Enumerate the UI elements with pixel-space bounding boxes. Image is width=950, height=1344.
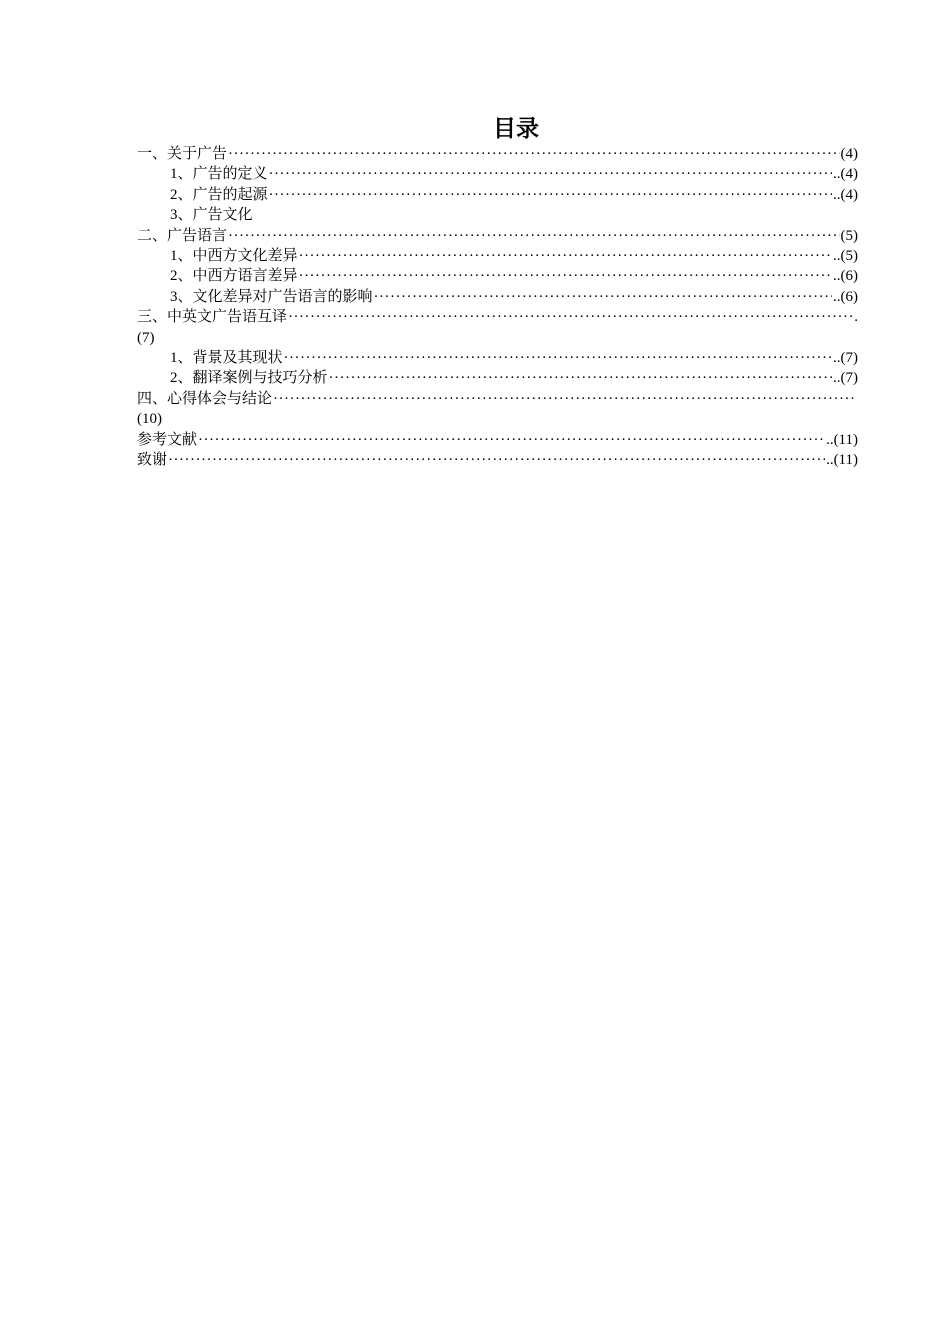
toc-page-number: ..(4) — [833, 186, 858, 203]
toc-page-number: ..(5) — [833, 247, 858, 264]
toc-entry-cultural-differences[interactable] — [137, 246, 858, 266]
toc-dot-leader — [299, 266, 832, 286]
toc-dot-leader — [273, 389, 857, 409]
toc-entry-label: 2、翻译案例与技巧分析 — [170, 370, 328, 387]
toc-entry-label: 致谢 — [137, 451, 168, 468]
toc-entry-label: 1、广告的定义 — [170, 166, 268, 183]
toc-entry-origin[interactable] — [137, 185, 858, 205]
toc-dot-leader — [198, 430, 825, 450]
toc-page-number: ..(7) — [833, 349, 858, 366]
toc-page-number: ..(11) — [826, 451, 858, 468]
toc-entry-label: 参考文献 — [137, 431, 198, 448]
toc-entry-translation[interactable] — [137, 307, 858, 348]
toc-entry-conclusion[interactable] — [137, 389, 858, 430]
toc-page-number: . — [854, 309, 858, 326]
toc-entry-language-differences[interactable] — [137, 266, 858, 286]
toc-entry-case-analysis[interactable] — [137, 368, 858, 388]
toc-entry-cultural-impact[interactable] — [137, 287, 858, 307]
toc-entry-label: 二、广告语言 — [137, 227, 228, 244]
toc-page-number: (4) — [840, 146, 858, 162]
toc-page-number: ..(6) — [833, 288, 858, 305]
toc-entry-label: 一、关于广告 — [137, 146, 228, 162]
toc-page-number-wrapped: (7) — [137, 329, 155, 346]
toc-dot-leader — [329, 368, 832, 388]
toc-dot-leader — [168, 450, 825, 470]
toc-dot-leader — [228, 226, 839, 246]
toc-entry-label: 3、广告文化 — [170, 207, 253, 224]
toc-page-number: ..(7) — [833, 370, 858, 387]
toc-entry-background[interactable] — [137, 348, 858, 368]
toc-dot-leader — [299, 246, 832, 266]
toc-entry-definition[interactable] — [137, 164, 858, 184]
toc-page-number: ..(11) — [826, 431, 858, 448]
table-of-contents — [137, 144, 858, 470]
toc-dot-leader — [269, 164, 832, 184]
toc-entry-label: 1、背景及其现状 — [170, 349, 283, 366]
toc-dot-leader — [284, 348, 832, 368]
toc-page-number: ..(6) — [833, 268, 858, 285]
toc-dot-leader — [228, 144, 839, 164]
toc-entry-label: 2、中西方语言差异 — [170, 268, 298, 285]
toc-page-number: ..(4) — [833, 166, 858, 183]
toc-entry-label: 2、广告的起源 — [170, 186, 268, 203]
toc-page-number: (5) — [840, 227, 858, 244]
toc-entry-references[interactable] — [137, 430, 858, 450]
toc-page-number-wrapped: (10) — [137, 411, 162, 428]
toc-dot-leader — [269, 185, 832, 205]
toc-entry-about-advertising[interactable] — [137, 144, 858, 164]
page-title: 目录 — [493, 116, 539, 142]
toc-dot-leader — [288, 307, 853, 327]
toc-entry-label: 四、心得体会与结论 — [137, 390, 273, 407]
toc-entry-acknowledgements[interactable] — [137, 450, 858, 470]
toc-entry-label: 三、中英文广告语互译 — [137, 309, 288, 326]
toc-entry-culture[interactable] — [137, 205, 858, 225]
toc-entry-label: 3、文化差异对广告语言的影响 — [170, 288, 373, 305]
toc-entry-label: 1、中西方文化差异 — [170, 247, 298, 264]
toc-entry-advertising-language[interactable] — [137, 226, 858, 246]
toc-dot-leader — [374, 287, 832, 307]
